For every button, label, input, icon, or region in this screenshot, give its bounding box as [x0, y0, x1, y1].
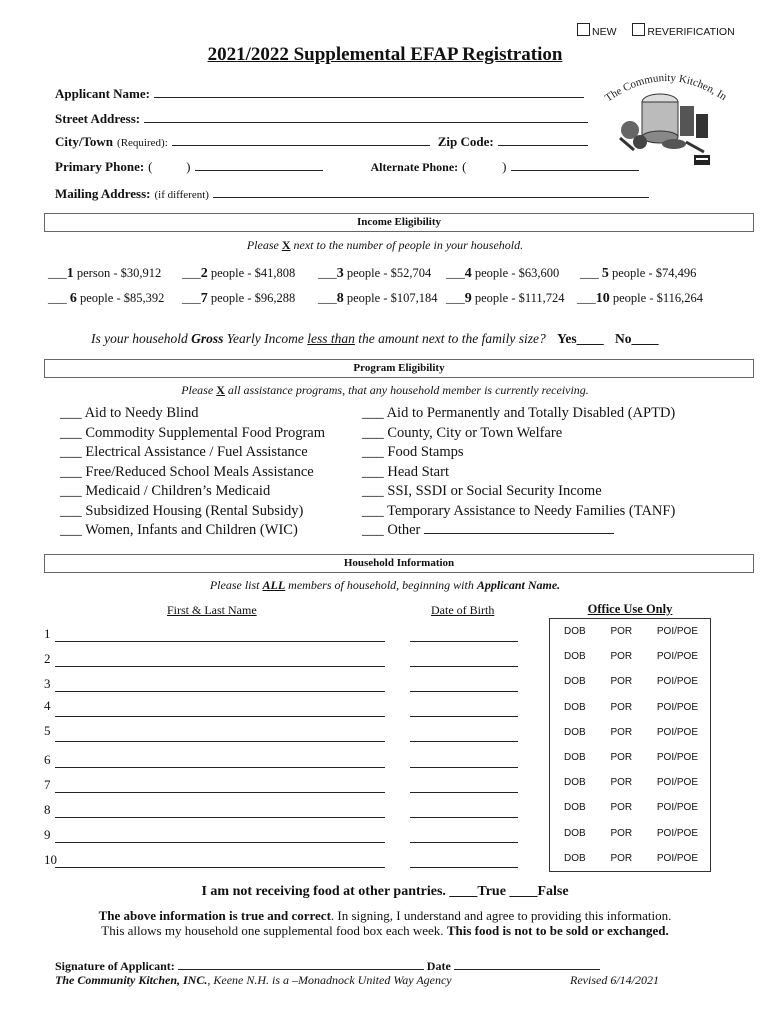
office-row: DOB POR POI/POE	[564, 676, 698, 688]
member-name-field[interactable]	[55, 867, 385, 868]
program-item[interactable]: ___ Aid to Permanently and Totally Disabled (APTD)	[362, 405, 676, 421]
street-address-label: Street Address:	[55, 111, 141, 126]
member-dob-field[interactable]	[410, 691, 518, 692]
income-option-6[interactable]: ___ 6 people - $85,392	[48, 291, 165, 306]
agency-line: The Community Kitchen, INC., Keene N.H. is a –Monadnock United Way Agency	[55, 973, 452, 987]
pantries-statement: I am not receiving food at other pantries. ____True ____False	[201, 884, 569, 899]
member-dob-field[interactable]	[410, 716, 518, 717]
member-dob-field[interactable]	[410, 741, 518, 742]
program-item[interactable]: ___ Electrical Assistance / Fuel Assistance	[60, 444, 308, 460]
program-instruction: Please X all assistance programs, that any household member is currently receiving.	[181, 383, 589, 397]
household-information-header: Household Information	[44, 554, 754, 573]
certification-line-1: The above information is true and correct. In signing, I understand and agree to providing this information.	[98, 908, 672, 923]
city-required-note: (Required):	[117, 137, 168, 149]
office-row: DOB POR POI/POE	[564, 751, 698, 763]
office-row: DOB POR POI/POE	[564, 726, 698, 738]
alternate-phone-area[interactable]	[462, 159, 502, 175]
office-use-title: Office Use Only	[587, 602, 673, 616]
row-number: 1	[44, 626, 51, 641]
income-instruction: Please X next to the number of people in your household.	[246, 238, 524, 252]
member-dob-field[interactable]	[410, 767, 518, 768]
logo-text: The Community Kitchen, In	[602, 72, 729, 105]
member-name-field[interactable]	[55, 716, 385, 717]
alternate-phone-label: Alternate Phone:	[370, 160, 459, 174]
income-no[interactable]: No____	[615, 331, 659, 346]
income-yes[interactable]: Yes____	[557, 331, 604, 346]
true-option[interactable]: ____True	[449, 884, 506, 899]
primary-phone-area[interactable]	[148, 159, 186, 175]
zip-code-label: Zip Code:	[437, 134, 494, 149]
alternate-phone-field[interactable]	[511, 158, 639, 171]
row-number: 7	[44, 777, 51, 792]
reverification-checkbox[interactable]	[632, 23, 645, 36]
primary-phone-label: Primary Phone:	[55, 159, 145, 174]
row-number: 9	[44, 827, 51, 842]
mailing-address-field[interactable]	[213, 185, 649, 198]
city-label: City/Town	[55, 134, 114, 149]
office-row: DOB POR POI/POE	[564, 852, 698, 864]
paren-close: )	[502, 159, 507, 174]
program-item[interactable]: ___ Women, Infants and Children (WIC)	[60, 522, 298, 538]
office-row: DOB POR POI/POE	[564, 701, 698, 713]
income-option-2[interactable]: ___2 people - $41,808	[182, 266, 296, 281]
other-program-field[interactable]	[424, 521, 614, 534]
program-item[interactable]: ___ Commodity Supplemental Food Program	[60, 424, 326, 441]
new-label: NEW	[592, 26, 617, 38]
office-row: DOB POR POI/POE	[564, 777, 698, 789]
col-name-header: First & Last Name	[167, 603, 257, 617]
city-field[interactable]	[172, 133, 430, 146]
paren-open: (	[462, 159, 467, 174]
row-number: 10	[44, 852, 57, 867]
program-list-left	[60, 404, 325, 541]
row-number: 6	[44, 752, 51, 767]
program-item[interactable]: ___ Subsidized Housing (Rental Subsidy)	[60, 502, 304, 519]
member-name-field[interactable]	[55, 741, 385, 742]
office-row: DOB POR POI/POE	[564, 651, 698, 663]
program-item[interactable]: ___ Medicaid / Children’s Medicaid	[60, 483, 271, 499]
paren-close: )	[186, 159, 191, 174]
member-dob-field[interactable]	[410, 867, 518, 868]
program-item[interactable]: ___ Head Start	[362, 463, 449, 480]
mailing-note: (if different)	[154, 189, 209, 201]
primary-phone-field[interactable]	[195, 158, 323, 171]
program-eligibility-header: Program Eligibility	[44, 359, 754, 378]
program-item[interactable]: ___ Aid to Needy Blind	[60, 405, 199, 421]
income-option-1[interactable]: ___1 person - $30,912	[48, 266, 162, 281]
member-name-field[interactable]	[55, 792, 385, 793]
reverification-label: REVERIFICATION	[647, 26, 735, 38]
program-item[interactable]: ___ Free/Reduced School Meals Assistance	[60, 463, 314, 480]
row-number: 8	[44, 802, 51, 817]
household-instruction: Please list ALL members of household, beginning with Applicant Name.	[209, 578, 561, 592]
program-list-right	[362, 404, 675, 541]
date-label: Date	[426, 959, 451, 973]
community-kitchen-logo	[600, 72, 732, 167]
member-name-field[interactable]	[55, 666, 385, 667]
program-item[interactable]: ___ County, City or Town Welfare	[362, 424, 563, 441]
mailing-address-label: Mailing Address:	[55, 186, 151, 201]
income-option-8[interactable]: ___8 people - $107,184	[318, 291, 438, 306]
program-item[interactable]: ___ Temporary Assistance to Needy Families (TANF)	[362, 502, 676, 519]
signature-field[interactable]	[178, 958, 424, 970]
zip-code-field[interactable]	[498, 133, 588, 146]
income-option-5[interactable]: ___ 5 people - $74,496	[580, 266, 697, 281]
income-option-10[interactable]: ___10 people - $116,264	[577, 291, 704, 306]
member-dob-field[interactable]	[410, 641, 518, 642]
member-name-field[interactable]	[55, 767, 385, 768]
program-item[interactable]: ___ Other	[362, 521, 675, 541]
row-number: 2	[44, 651, 51, 666]
income-option-3[interactable]: ___3 people - $52,704	[318, 266, 432, 281]
income-option-4[interactable]: ___4 people - $63,600	[446, 266, 560, 281]
member-name-field[interactable]	[55, 817, 385, 818]
page-title: 2021/2022 Supplemental EFAP Registration	[207, 44, 563, 65]
member-name-field[interactable]	[55, 842, 385, 843]
income-option-7[interactable]: ___7 people - $96,288	[182, 291, 296, 306]
office-use-box	[549, 618, 711, 872]
member-dob-field[interactable]	[410, 666, 518, 667]
certification-line-2: This allows my household one supplemental food box each week. This food is not to be sold or exchanged.	[101, 923, 669, 938]
row-number: 4	[44, 698, 51, 713]
office-row: DOB POR POI/POE	[564, 802, 698, 814]
office-row: DOB POR POI/POE	[564, 827, 698, 839]
member-dob-field[interactable]	[410, 817, 518, 818]
member-dob-field[interactable]	[410, 842, 518, 843]
office-row: DOB POR POI/POE	[564, 626, 698, 637]
program-item[interactable]: ___ SSI, SSDI or Social Security Income	[362, 483, 602, 499]
program-item[interactable]: ___ Food Stamps	[362, 444, 464, 460]
income-question: Is your household Gross Yearly Income less than the amount next to the family size? Yes____ No____	[91, 331, 659, 346]
date-field[interactable]	[454, 958, 600, 970]
applicant-name-label: Applicant Name:	[55, 86, 150, 101]
applicant-name-field[interactable]	[154, 85, 584, 98]
paren-open: (	[148, 159, 153, 174]
revised-date: Revised 6/14/2021	[570, 973, 659, 987]
member-name-field[interactable]	[55, 691, 385, 692]
income-eligibility-header: Income Eligibility	[44, 213, 754, 232]
street-address-field[interactable]	[144, 110, 588, 123]
member-name-field[interactable]	[55, 641, 385, 642]
new-checkbox[interactable]	[577, 23, 590, 36]
col-dob-header: Date of Birth	[431, 603, 495, 617]
false-option[interactable]: ____False	[509, 884, 569, 899]
signature-label: Signature of Applicant:	[55, 959, 175, 973]
row-number: 3	[44, 676, 51, 691]
income-option-9[interactable]: ___9 people - $111,724	[446, 291, 565, 306]
status-checkboxes	[577, 23, 735, 38]
row-number: 5	[44, 723, 51, 738]
member-dob-field[interactable]	[410, 792, 518, 793]
